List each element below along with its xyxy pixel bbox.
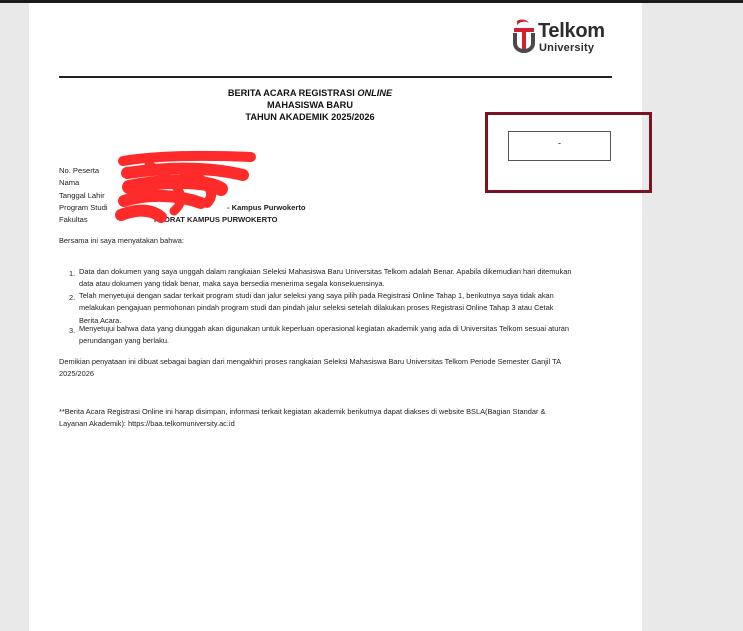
document-title-line1: BERITA ACARA REGISTRASI ONLINE (227, 88, 393, 98)
intro-text: Bersama ini saya menyatakan bahwa: (59, 236, 184, 245)
value-program-studi: - Kampus Purwokerto (227, 203, 306, 212)
document-title-line2: MAHASISWA BARU (267, 100, 353, 110)
title-italic: ONLINE (357, 88, 393, 98)
label-nama: Nama (59, 178, 80, 187)
photo-box-value: - (558, 138, 561, 148)
footnote-text: **Berita Acara Registrasi Online ini harap disimpan, informasi terkait kegiatan akademik berikutnya dapat diakses di website BSLA(Bagian Standar & Layanan Akademik): https://baa.telkomuniversity.ac.id (59, 407, 546, 429)
logo-name: Telkom (538, 20, 605, 42)
statement-1: Data dan dokumen yang saya unggah dalam rangkaian Seleksi Mahasiswa Baru Universitas Telkom adalah Benar. Apabila dikemudian hari ditemukan data atau dokumen yang tidak benar, maka saya bersedia menerima segala konsekuensinya. (79, 267, 572, 289)
statement-2: Telah menyetujui dengan sadar terkait program studi dan jalur seleksi yang saya pilih pada Registrasi Online Tahap 1, berikutnya saya tidak akan melakukan pengajuan permohonan pindah program studi dan pindah jalur seleksi setelah dilakukan proses Registrasi Online Tahap 3 atau Cetak Berita Acara. (79, 291, 554, 325)
statement-1-number: 1. (69, 269, 76, 278)
document-title-line3: TAHUN AKADEMIK 2025/2026 (245, 112, 375, 122)
statement-3-number: 3. (69, 326, 76, 335)
closing-text: Demikian penyataan ini dibuat sebagai bagian dari mengakhiri proses rangkaian Seleksi Mahasiswa Baru Universitas Telkom Periode Semester Ganjil TA 2025/2026 (59, 357, 562, 379)
label-fakultas: Fakultas (59, 215, 88, 224)
label-no-peserta: No. Peserta (59, 166, 100, 175)
value-fakultas: KTORAT KAMPUS PURWOKERTO (154, 215, 278, 224)
redaction-scribble (29, 3, 642, 233)
label-program-studi: Program Studi (59, 203, 108, 212)
logo-subtitle: University (539, 42, 595, 54)
label-tanggal-lahir: Tanggal Lahir (59, 191, 105, 200)
statement-2-number: 2. (69, 293, 76, 302)
document-page (29, 3, 642, 631)
statement-3: Menyetujui bahwa data yang diunggah akan digunakan untuk keperluan operasional kegiatan akademik yang ada di Universitas Telkom sesuai aturan perundangan yang berlaku. (79, 324, 570, 346)
